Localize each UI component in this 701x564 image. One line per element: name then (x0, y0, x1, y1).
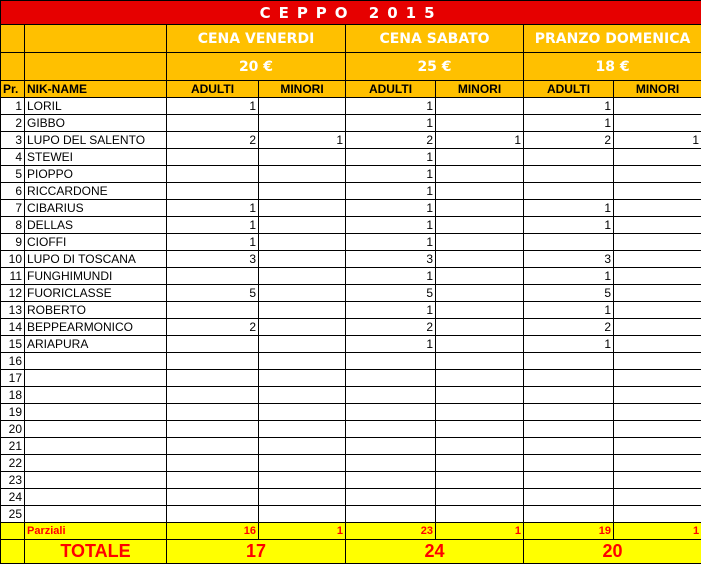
event-name-sunday: PRANZO DOMENICA (524, 25, 701, 53)
parziali-sunday-minors: 1 (614, 523, 701, 540)
header-blank (25, 53, 167, 81)
event-name-friday: CENA VENERDI (167, 25, 346, 53)
row-nickname (25, 370, 167, 387)
column-header-minors: MINORI (259, 81, 346, 98)
cell-saturday-minors (436, 285, 524, 302)
cell-friday-adults (167, 472, 259, 489)
cell-friday-minors (259, 200, 346, 217)
cell-sunday-adults: 1 (524, 336, 614, 353)
table-row (1, 472, 701, 489)
parziali-sunday-adults: 19 (524, 523, 614, 540)
cell-saturday-adults: 1 (346, 217, 436, 234)
cell-sunday-adults (524, 404, 614, 421)
cell-friday-minors (259, 421, 346, 438)
row-number: 3 (1, 132, 25, 149)
cell-sunday-minors (614, 472, 701, 489)
cell-friday-minors (259, 183, 346, 200)
row-nickname: FUNGHIMUNDI (25, 268, 167, 285)
cell-sunday-minors (614, 353, 701, 370)
cell-sunday-adults (524, 370, 614, 387)
cell-saturday-minors (436, 149, 524, 166)
cell-saturday-adults (346, 455, 436, 472)
cell-sunday-adults: 1 (524, 200, 614, 217)
column-header-adults: ADULTI (167, 81, 259, 98)
cell-sunday-minors (614, 319, 701, 336)
cell-friday-adults: 1 (167, 98, 259, 115)
cell-sunday-adults (524, 489, 614, 506)
parziali-label: Parziali (25, 523, 167, 540)
cell-saturday-minors (436, 217, 524, 234)
row-number: 24 (1, 489, 25, 506)
cell-saturday-minors (436, 387, 524, 404)
cell-sunday-adults: 1 (524, 302, 614, 319)
cell-sunday-minors (614, 183, 701, 200)
event-price-saturday: 25 € (346, 53, 524, 81)
parziali-saturday-adults: 23 (346, 523, 436, 540)
cell-sunday-minors (614, 234, 701, 251)
row-nickname: FUORICLASSE (25, 285, 167, 302)
table-row (1, 268, 701, 285)
parziali-friday-minors: 1 (259, 523, 346, 540)
cell-saturday-adults: 1 (346, 149, 436, 166)
row-nickname: STEWEI (25, 149, 167, 166)
row-number: 16 (1, 353, 25, 370)
cell-sunday-minors (614, 336, 701, 353)
row-number: 14 (1, 319, 25, 336)
row-nickname: CIOFFI (25, 234, 167, 251)
event-price-sunday: 18 € (524, 53, 701, 81)
cell-saturday-minors (436, 268, 524, 285)
row-number: 8 (1, 217, 25, 234)
row-nickname (25, 387, 167, 404)
cell-saturday-minors (436, 302, 524, 319)
cell-friday-adults (167, 404, 259, 421)
cell-saturday-minors (436, 472, 524, 489)
table-row (1, 421, 701, 438)
table-row (1, 404, 701, 421)
row-number: 2 (1, 115, 25, 132)
cell-friday-adults: 1 (167, 217, 259, 234)
cell-friday-adults (167, 268, 259, 285)
cell-saturday-minors (436, 319, 524, 336)
row-number: 6 (1, 183, 25, 200)
column-header-name: NIK-NAME (25, 81, 167, 98)
cell-friday-minors (259, 438, 346, 455)
table-row (1, 251, 701, 268)
row-number: 4 (1, 149, 25, 166)
row-number: 13 (1, 302, 25, 319)
header-blank (1, 53, 25, 81)
cell-friday-adults: 1 (167, 234, 259, 251)
cell-saturday-minors (436, 98, 524, 115)
header-blank (1, 25, 25, 53)
column-header-adults: ADULTI (524, 81, 614, 98)
cell-saturday-minors (436, 115, 524, 132)
cell-friday-minors (259, 353, 346, 370)
cell-friday-adults: 5 (167, 285, 259, 302)
cell-saturday-adults (346, 387, 436, 404)
table-row (1, 234, 701, 251)
cell-friday-minors (259, 285, 346, 302)
table-row (1, 336, 701, 353)
sheet-title: CEPPO 2015 (1, 1, 701, 25)
column-header-minors: MINORI (614, 81, 701, 98)
row-nickname: RICCARDONE (25, 183, 167, 200)
cell-sunday-minors (614, 200, 701, 217)
row-nickname: BEPPEARMONICO (25, 319, 167, 336)
cell-friday-adults (167, 370, 259, 387)
cell-friday-minors (259, 336, 346, 353)
row-nickname (25, 353, 167, 370)
row-nickname (25, 506, 167, 523)
cell-friday-minors (259, 455, 346, 472)
table-row (1, 353, 701, 370)
table-row (1, 506, 701, 523)
cell-saturday-minors (436, 506, 524, 523)
row-number: 12 (1, 285, 25, 302)
row-nickname (25, 472, 167, 489)
cell-sunday-adults (524, 149, 614, 166)
cell-sunday-adults (524, 438, 614, 455)
cell-saturday-adults: 1 (346, 115, 436, 132)
event-price-friday: 20 € (167, 53, 346, 81)
cell-friday-minors (259, 251, 346, 268)
column-header-minors: MINORI (436, 81, 524, 98)
totale-friday: 17 (167, 540, 346, 564)
cell-sunday-minors (614, 251, 701, 268)
row-nickname: LUPO DI TOSCANA (25, 251, 167, 268)
cell-friday-minors (259, 268, 346, 285)
row-nickname: ARIAPURA (25, 336, 167, 353)
table-row (1, 285, 701, 302)
cell-friday-minors (259, 302, 346, 319)
column-header-adults: ADULTI (346, 81, 436, 98)
cell-sunday-adults (524, 234, 614, 251)
table-row (1, 183, 701, 200)
row-nickname: GIBBO (25, 115, 167, 132)
table-row (1, 370, 701, 387)
totale-blank (1, 540, 25, 564)
cell-sunday-minors (614, 489, 701, 506)
table-row (1, 489, 701, 506)
cell-sunday-minors (614, 387, 701, 404)
row-nickname (25, 421, 167, 438)
row-number: 7 (1, 200, 25, 217)
cell-sunday-adults (524, 166, 614, 183)
row-nickname (25, 489, 167, 506)
cell-sunday-adults: 1 (524, 98, 614, 115)
cell-friday-adults (167, 353, 259, 370)
cell-friday-minors (259, 387, 346, 404)
cell-saturday-adults: 2 (346, 319, 436, 336)
cell-saturday-adults: 1 (346, 336, 436, 353)
cell-saturday-adults: 1 (346, 166, 436, 183)
cell-sunday-adults: 1 (524, 268, 614, 285)
cell-saturday-minors (436, 234, 524, 251)
cell-friday-minors (259, 489, 346, 506)
cell-friday-adults: 2 (167, 319, 259, 336)
cell-saturday-adults: 5 (346, 285, 436, 302)
cell-friday-adults: 1 (167, 200, 259, 217)
row-number: 1 (1, 98, 25, 115)
cell-friday-adults (167, 149, 259, 166)
cell-sunday-adults: 1 (524, 217, 614, 234)
cell-saturday-adults (346, 421, 436, 438)
cell-friday-adults (167, 421, 259, 438)
cell-sunday-adults (524, 472, 614, 489)
cell-sunday-minors (614, 404, 701, 421)
table-row (1, 438, 701, 455)
cell-saturday-adults: 3 (346, 251, 436, 268)
cell-friday-minors (259, 234, 346, 251)
table-row (1, 319, 701, 336)
column-header-nr: Pr. (1, 81, 25, 98)
cell-friday-minors (259, 319, 346, 336)
cell-sunday-minors (614, 98, 701, 115)
row-nickname (25, 438, 167, 455)
table-row (1, 98, 701, 115)
cell-saturday-adults: 1 (346, 268, 436, 285)
row-number: 21 (1, 438, 25, 455)
row-number: 9 (1, 234, 25, 251)
cell-saturday-adults (346, 472, 436, 489)
row-nickname: PIOPPO (25, 166, 167, 183)
cell-friday-minors (259, 404, 346, 421)
cell-friday-adults (167, 387, 259, 404)
row-number: 11 (1, 268, 25, 285)
cell-saturday-minors: 1 (436, 132, 524, 149)
cell-sunday-adults (524, 455, 614, 472)
table-row (1, 455, 701, 472)
cell-friday-adults (167, 166, 259, 183)
cell-friday-adults: 2 (167, 132, 259, 149)
cell-saturday-adults: 1 (346, 98, 436, 115)
row-number: 25 (1, 506, 25, 523)
cell-saturday-minors (436, 489, 524, 506)
cell-sunday-minors (614, 149, 701, 166)
cell-friday-minors (259, 506, 346, 523)
cell-saturday-minors (436, 353, 524, 370)
cell-saturday-adults: 1 (346, 302, 436, 319)
row-nickname: LORIL (25, 98, 167, 115)
cell-sunday-adults (524, 387, 614, 404)
cell-sunday-minors (614, 421, 701, 438)
cell-saturday-adults: 2 (346, 132, 436, 149)
totale-saturday: 24 (346, 540, 524, 564)
cell-sunday-minors (614, 438, 701, 455)
row-nickname: CIBARIUS (25, 200, 167, 217)
cell-saturday-adults: 1 (346, 234, 436, 251)
table-row (1, 166, 701, 183)
cell-sunday-minors (614, 506, 701, 523)
cell-friday-minors (259, 98, 346, 115)
cell-sunday-minors (614, 166, 701, 183)
table-row (1, 200, 701, 217)
cell-sunday-adults (524, 183, 614, 200)
table-row (1, 217, 701, 234)
cell-friday-adults (167, 183, 259, 200)
row-number: 17 (1, 370, 25, 387)
cell-sunday-minors (614, 302, 701, 319)
cell-friday-minors (259, 149, 346, 166)
cell-sunday-minors (614, 217, 701, 234)
cell-saturday-minors (436, 251, 524, 268)
cell-friday-adults (167, 115, 259, 132)
cell-friday-adults (167, 489, 259, 506)
table-row (1, 387, 701, 404)
cell-saturday-minors (436, 200, 524, 217)
row-nickname: DELLAS (25, 217, 167, 234)
cell-sunday-adults: 3 (524, 251, 614, 268)
cell-saturday-minors (436, 455, 524, 472)
cell-saturday-adults (346, 353, 436, 370)
parziali-friday-adults: 16 (167, 523, 259, 540)
totale-sunday: 20 (524, 540, 701, 564)
cell-friday-adults (167, 302, 259, 319)
cell-friday-minors (259, 115, 346, 132)
cell-saturday-adults: 1 (346, 200, 436, 217)
row-number: 18 (1, 387, 25, 404)
row-number: 22 (1, 455, 25, 472)
parziali-saturday-minors: 1 (436, 523, 524, 540)
cell-saturday-minors (436, 421, 524, 438)
cell-saturday-adults (346, 404, 436, 421)
cell-sunday-minors (614, 370, 701, 387)
cell-sunday-adults (524, 353, 614, 370)
cell-sunday-adults: 5 (524, 285, 614, 302)
cell-saturday-adults (346, 506, 436, 523)
cell-sunday-minors (614, 268, 701, 285)
cell-sunday-adults: 1 (524, 115, 614, 132)
cell-friday-adults: 3 (167, 251, 259, 268)
cell-sunday-adults (524, 421, 614, 438)
cell-sunday-minors (614, 285, 701, 302)
cell-saturday-adults: 1 (346, 183, 436, 200)
cell-sunday-minors (614, 455, 701, 472)
cell-saturday-minors (436, 336, 524, 353)
row-number: 23 (1, 472, 25, 489)
cell-saturday-minors (436, 370, 524, 387)
cell-sunday-minors: 1 (614, 132, 701, 149)
cell-saturday-adults (346, 370, 436, 387)
cell-saturday-adults (346, 438, 436, 455)
cell-friday-adults (167, 506, 259, 523)
row-number: 10 (1, 251, 25, 268)
row-nickname: ROBERTO (25, 302, 167, 319)
cell-friday-minors (259, 472, 346, 489)
cell-sunday-adults: 2 (524, 319, 614, 336)
cell-friday-minors (259, 166, 346, 183)
cell-friday-adults (167, 438, 259, 455)
totale-label: TOTALE (25, 540, 167, 564)
cell-friday-minors: 1 (259, 132, 346, 149)
row-number: 5 (1, 166, 25, 183)
row-number: 19 (1, 404, 25, 421)
row-number: 15 (1, 336, 25, 353)
cell-saturday-minors (436, 404, 524, 421)
header-blank (25, 25, 167, 53)
parziali-blank (1, 523, 25, 540)
row-nickname: LUPO DEL SALENTO (25, 132, 167, 149)
row-nickname (25, 404, 167, 421)
cell-sunday-adults: 2 (524, 132, 614, 149)
cell-friday-minors (259, 370, 346, 387)
cell-saturday-adults (346, 489, 436, 506)
cell-sunday-minors (614, 115, 701, 132)
row-number: 20 (1, 421, 25, 438)
cell-friday-adults (167, 455, 259, 472)
cell-sunday-adults (524, 506, 614, 523)
event-name-saturday: CENA SABATO (346, 25, 524, 53)
cell-saturday-minors (436, 183, 524, 200)
cell-saturday-minors (436, 166, 524, 183)
cell-saturday-minors (436, 438, 524, 455)
table-row (1, 115, 701, 132)
table-row (1, 302, 701, 319)
cell-friday-adults (167, 336, 259, 353)
row-nickname (25, 455, 167, 472)
table-row (1, 149, 701, 166)
cell-friday-minors (259, 217, 346, 234)
table-row (1, 132, 701, 149)
